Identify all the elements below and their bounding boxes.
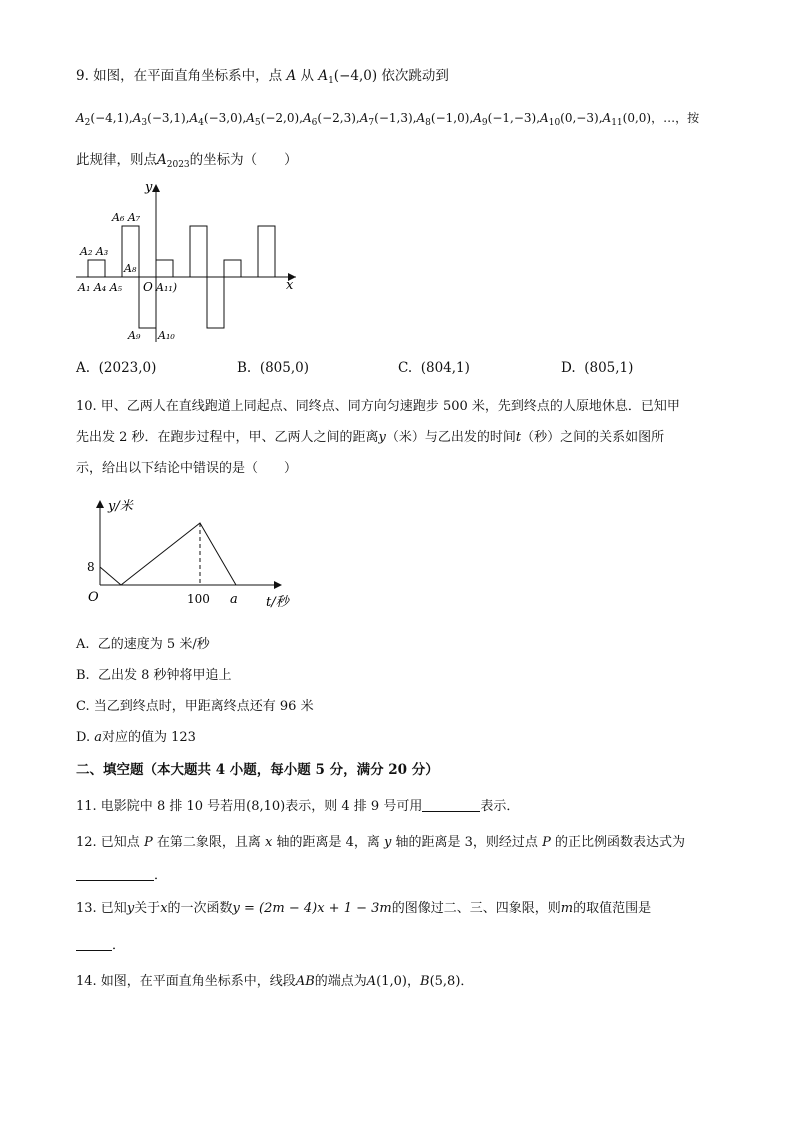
q9-point-sub: 1 <box>328 76 334 86</box>
q9-question: 的坐标为（ ） <box>189 152 298 168</box>
q10-var-t: t <box>515 430 522 445</box>
q9-point: A <box>157 152 167 168</box>
q9-text: 此规律，则点 <box>76 152 157 168</box>
q9-y-label: y <box>145 180 153 195</box>
q10-line2: 先出发 2 秒．在跑步过程中，甲、乙两人之间的距离y（米）与乙出发的时间t（秒）之间的关系如图所 <box>76 430 665 445</box>
q10-option-b[interactable]: B. 乙出发 8 秒钟将甲追上 <box>76 668 232 683</box>
q9-figure <box>72 176 312 346</box>
q9-origin: O <box>143 280 153 294</box>
q9-text: 依次跳动到 <box>381 68 449 84</box>
q10-x-tick-a: a <box>230 592 238 607</box>
q13: 13. 已知y关于x的一次函数y = (2m − 4)x + 1 − 3m的图像过二、三、四象限，则m的取值范围是 <box>76 901 652 916</box>
q9-seq-point: $A_5(-2,0)$ <box>246 111 300 128</box>
q9-label-a6a7: A₆ A₇ <box>112 211 141 224</box>
q9-var-a: A <box>286 68 297 84</box>
q11-answer-blank[interactable] <box>422 797 480 812</box>
q9-point: A <box>318 68 329 84</box>
q9-seq-sep: , <box>128 111 133 125</box>
q9-jump-path <box>88 226 275 328</box>
q9-option-a[interactable]: A. (2023,0) <box>76 360 157 376</box>
q10-option-c[interactable]: C. 当乙到终点时，甲距离终点还有 96 米 <box>76 699 314 714</box>
q10-figure <box>82 492 302 614</box>
q9-line3 <box>76 150 298 175</box>
q9-seq-point: $A_6(-2,3)$ <box>303 111 356 128</box>
q9-seq-point: $A_8(-1,0)$ <box>416 111 470 128</box>
q9-x-label: x <box>286 278 294 293</box>
q9-seq-sep: , <box>412 111 417 125</box>
q10-x-arrow <box>274 581 282 589</box>
q10-y-tick-8: 8 <box>87 560 95 574</box>
q9-point-coord: (−4,0) <box>333 68 378 84</box>
q9-seq-sep: , <box>355 111 360 125</box>
q9-option-d[interactable]: D. (805,1) <box>561 360 634 376</box>
q9-seq-point: $A_2(-4,1)$ <box>76 111 129 128</box>
q10-var-y: y <box>378 430 386 445</box>
q9-option-b[interactable]: B. (805,0) <box>237 360 309 376</box>
q9-seq-sep: , <box>242 111 247 125</box>
q11-coord: (8,10) <box>246 799 286 814</box>
q9-seq-point: $A_7(-1,3)$ <box>359 111 413 128</box>
q10-line3: 示，给出以下结论中错误的是（ ） <box>76 461 298 476</box>
q9-sequence <box>76 108 699 133</box>
section-heading: 二、填空题（本大题共 4 小题，每小题 5 分，满分 20 分） <box>76 762 439 778</box>
q10-y-arrow <box>96 500 104 508</box>
q9-seq-point: $A_{10}(0,-3)$ <box>540 111 599 128</box>
q10-option-a[interactable]: A. 乙的速度为 5 米/秒 <box>76 637 210 652</box>
q9-seq-sep: , <box>299 111 303 125</box>
q9-seq-sep: , <box>598 111 603 125</box>
q9-text: 从 <box>300 68 315 84</box>
q10-distance-line <box>100 523 236 585</box>
q9-option-c[interactable]: C. (804,1) <box>398 360 470 376</box>
q9-label-bottom: A₁ A₄ A₅ <box>78 281 123 294</box>
q9-text: 9. 如图，在平面直角坐标系中，点 <box>76 68 283 84</box>
q9-label-a2a3: A₂ A₃ <box>80 245 109 258</box>
q10-line1: 10. 甲、乙两人在直线跑道上同起点、同终点、同方向匀速跑步 500 米，先到终点的人原地休息．已知甲 <box>76 399 680 414</box>
q9-label-a11: A₁₁) <box>156 281 178 294</box>
q13-answer-blank[interactable] <box>76 936 112 951</box>
q9-seq-tail: ，…，按 <box>651 111 700 125</box>
q9-seq-point: $A_3(-3,1)$ <box>132 111 186 128</box>
q9-y-arrow <box>152 184 160 192</box>
q9-seq-point: $A_4(-3,0)$ <box>189 111 243 128</box>
q10-x-label: t/秒 <box>266 595 289 610</box>
q9-label-a9: A₉ <box>128 329 141 342</box>
q10-option-d[interactable]: D. a对应的值为 123 <box>76 730 196 745</box>
q9-line1 <box>76 66 449 91</box>
q10-y-label: y/米 <box>108 499 133 514</box>
q10-x-tick-100: 100 <box>187 592 210 606</box>
q9-label-a8: A₈ <box>124 262 137 275</box>
q9-seq-sep: , <box>469 111 474 125</box>
q13-function: y = (2m − 4)x + 1 − 3m <box>232 901 392 916</box>
q9-seq-point: $A_{11}(0,0)$ <box>602 111 652 128</box>
q13-answer-line: ． <box>76 936 125 956</box>
q11: 11. 电影院中 8 排 10 号若用(8,10)表示，则 4 排 9 号可用 表示． <box>76 799 520 814</box>
q12: 12. 已知点 P 在第二象限，且离 x 轴的距离是 4，离 y 轴的距离是 3，则经过点 P 的正比例函数表达式为 <box>76 835 685 850</box>
q14: 14. 如图，在平面直角坐标系中，线段AB的端点为A(1,0)，B(5,8)． <box>76 974 474 989</box>
q9-label-a10: A₁₀ <box>158 329 175 342</box>
q9-seq-sep: , <box>185 111 190 125</box>
q12-answer-blank[interactable] <box>76 866 154 881</box>
q9-point-sub: 2023 <box>166 160 190 170</box>
q10-origin: O <box>88 590 99 605</box>
q12-answer-line: ． <box>76 866 167 886</box>
q9-seq-sep: , <box>536 111 541 125</box>
q9-seq-point: $A_9(-1,-3)$ <box>473 111 537 128</box>
